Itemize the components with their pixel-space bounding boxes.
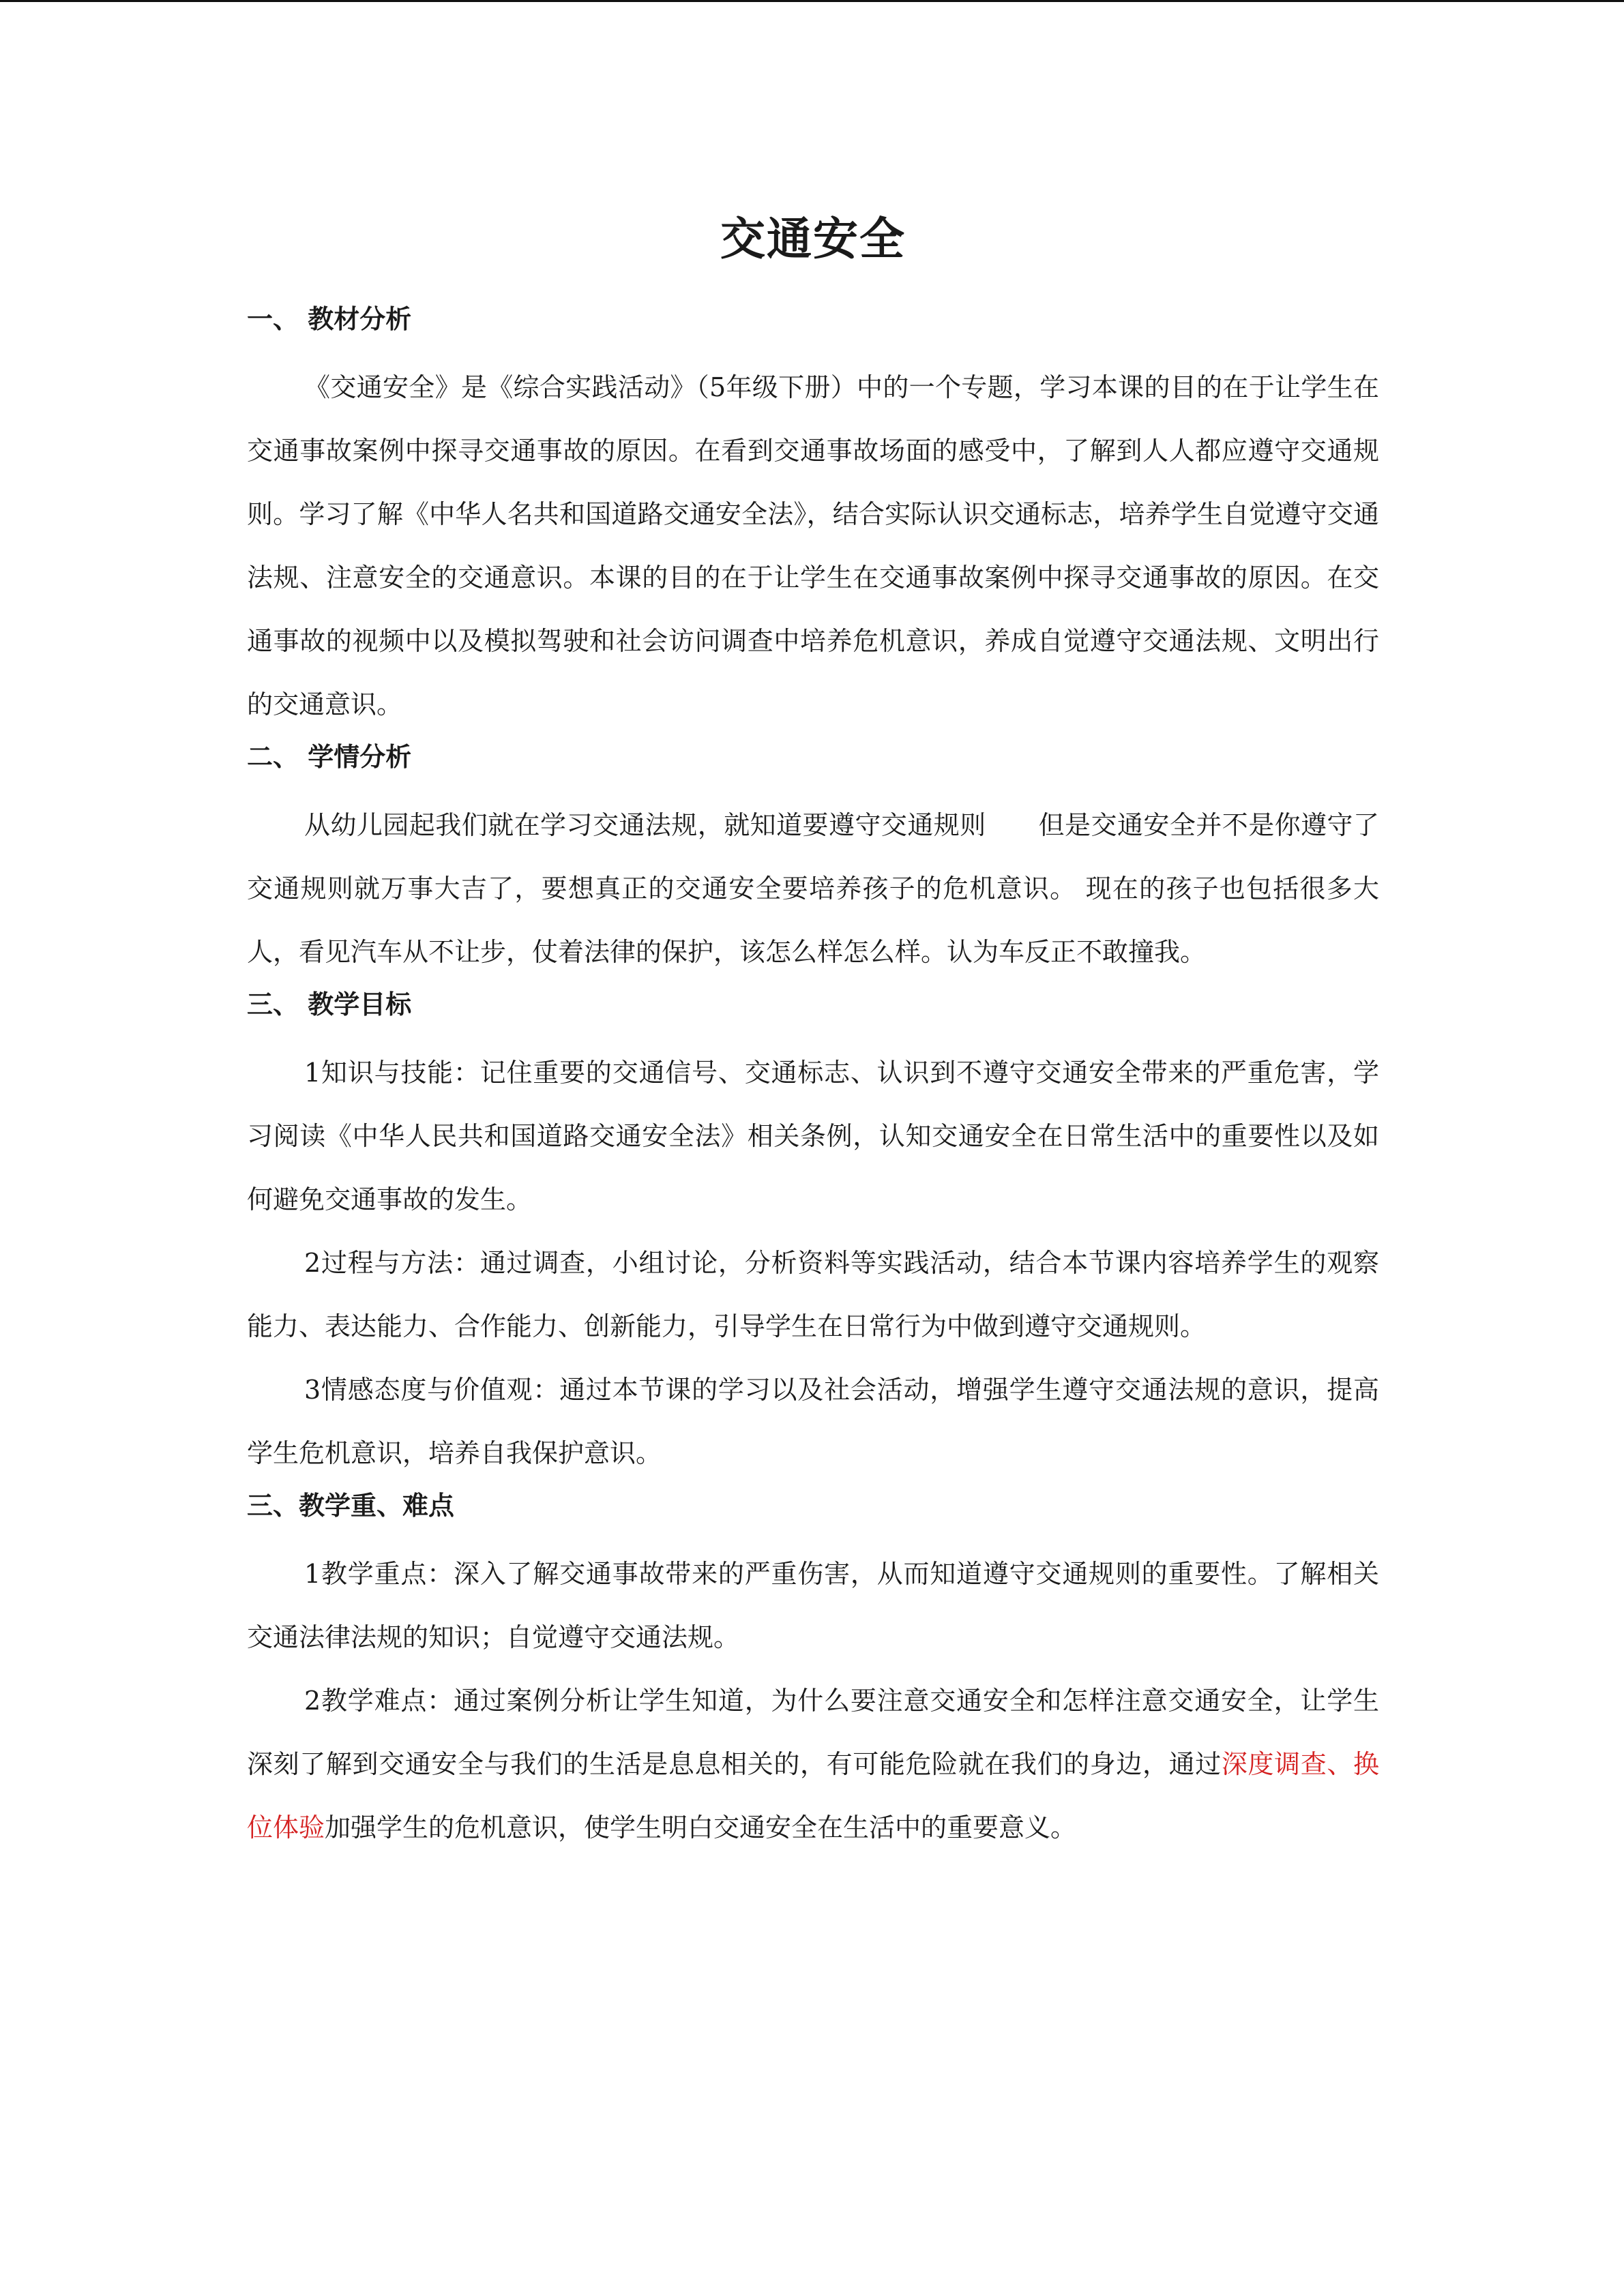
section-heading: 三、教学重、难点 [247, 1491, 455, 1521]
document-page [247, 205, 1379, 1860]
paragraph-difficult-points [247, 1669, 1379, 1860]
paragraph-knowledge-skills: 1知识与技能：记住重要的交通信号、交通标志、认识到不遵守交通安全带来的严重危害，学习阅读《中华人民共和国道路交通安全法》相关条例，认知交通安全在日常生活中的重要性以及如何避免交通事故的发生。 [247, 1058, 1379, 1214]
paragraph-process-methods: 2过程与方法：通过调查，小组讨论，分析资料等实践活动，结合本节课内容培养学生的观察能力、表达能力、合作能力、创新能力，引导学生在日常行为中做到遵守交通规则。 [247, 1248, 1379, 1341]
paragraph-emotion-values: 3情感态度与价值观：通过本节课的学习以及社会活动，增强学生遵守交通法规的意识，提高学生危机意识，培养自我保护意识。 [247, 1375, 1379, 1468]
document-title: 交通安全 [720, 212, 906, 265]
difficulty-text-before: 2教学难点：通过案例分析让学生知道，为什么要注意交通安全和怎样注意交通安全，让学生深刻了解到交通安全与我们的生活是息息相关的，有可能危险就在我们的身边，通过 [247, 1686, 1379, 1779]
highlighted-text: 深度调查、换位体验 [247, 1749, 1379, 1843]
section-heading: 二、 学情分析 [247, 742, 412, 772]
section-student-analysis [247, 736, 1379, 984]
section-heading: 三、 教学目标 [247, 989, 412, 1019]
paragraph-key-points: 1教学重点：深入了解交通事故带来的严重伤害，从而知道遵守交通规则的重要性。了解相关交通法律法规的知识；自觉遵守交通法规。 [247, 1559, 1379, 1652]
paragraph: 《交通安全》是《综合实践活动》（5年级下册）中的一个专题，学习本课的目的在于让学生在交通事故案例中探寻交通事故的原因。在看到交通事故场面的感受中，了解到人人都应遵守交通规则。学习了解《中华人名共和国道路交通安全法》，结合实际认识交通标志，培养学生自觉遵守交通法规、注意安全的交通意识。本课的目的在于让学生在交通事故案例中探寻交通事故的原因。在交通事故的视频中以及模拟驾驶和社会访问调查中培养危机意识，养成自觉遵守交通法规、文明出行的交通意识。 [247, 372, 1379, 719]
paragraph: 从幼儿园起我们就在学习交通法规，就知道要遵守交通规则 但是交通安全并不是你遵守了交通规则就万事大吉了，要想真正的交通安全要培养孩子的危机意识。 现在的孩子也包括很多大人，看见汽车从不让步，仗着法律的保护，该怎么样怎么样。认为车反正不敢撞我。 [247, 810, 1379, 967]
page-top-border [0, 0, 1624, 2]
difficulty-text-after: 加强学生的危机意识，使学生明白交通安全在生活中的重要意义。 [325, 1813, 1077, 1843]
section-teaching-goals [247, 984, 1379, 1485]
section-textbook-analysis [247, 299, 1379, 736]
section-key-difficult-points [247, 1485, 1379, 1860]
section-heading: 一、 教材分析 [247, 304, 412, 334]
